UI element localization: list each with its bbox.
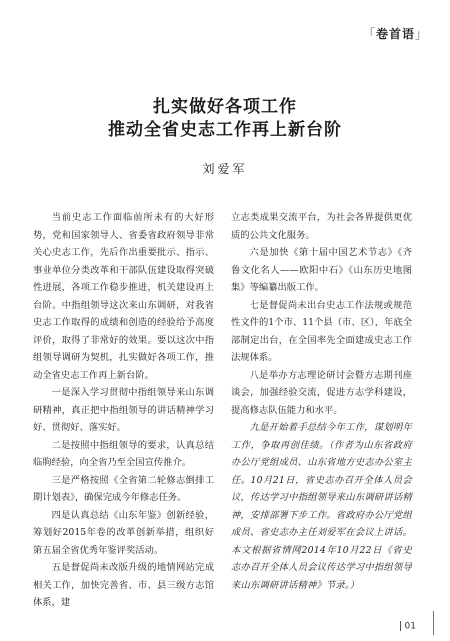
title-line-1: 扎实做好各项工作 (153, 97, 297, 117)
column-bracket-close: 」 (414, 27, 428, 41)
column-bracket-open: 「 (362, 27, 376, 41)
paragraph: 三是严格按照《全省第二轮修志倒排工期计划表》，确保完成今年修志任务。 (33, 474, 214, 503)
footer-divider (400, 621, 401, 631)
article-title (0, 96, 450, 142)
author-name: 刘爱军 (202, 162, 248, 176)
page-edge-line (433, 611, 434, 635)
paragraph: 六是加快《第十届中国艺术节志》《齐鲁文化名人——欧阳中石》《山东历史地图集》等编纂出版工作。 (231, 247, 412, 293)
paragraph-with-note: 九是开始着手总结今年工作，谋划明年工作，争取再创佳绩。（作者为山东省政府办公厅党组成员、山东省地方史志办公室主任。10月21日，省史志办召开全体人员会议，传达学习中指组领导来山东调研讲话精神，安排部署下步工作。省政府办公厅党组成员、省史志办主任刘爱军在会议上讲话。本文根据省情网2014年10月22日《省史志办召开全体人员会议传达学习中指组领导来山东调研讲话精神》节录。） (231, 422, 412, 591)
paragraph: 一是深入学习贯彻中指组领导来山东调研精神，真正把中指组领导的讲话精神学习好、贯彻好、落实好。 (33, 387, 214, 433)
paragraph: 四是认真总结《山东年鉴》创新经验，筹划好2015年卷的改革创新举措，组织好第五届全省优秀年鉴评奖活动。 (33, 509, 214, 556)
paragraph-continued: 立志类成果交流平台，为社会各界提供更优质的公共文化服务。 (231, 212, 412, 241)
column-name: 卷首语 (375, 27, 415, 41)
paragraph: 当前史志工作面临前所未有的大好形势，党和国家领导人、省委省政府领导非常关心史志工作，先后作出重要批示、指示、事业单位分类改革和干部队伍建设取得突破性进展，各项工作稳步推进，机关建设再上台阶。中指组领导这次来山东调研，对我省史志工作取得的成绩和创造的经验给予高度评价，取得了非常好的效果。要以这次中指组领导调研为契机，扎实做好各项工作，推动全省史志工作再上新台阶。 (33, 212, 214, 381)
paragraph: 七是督促尚未出台史志工作法规或规范性文件的1个市、11个县（市、区），年底全部制定出台，在全国率先全面建成史志工作法规体系。 (231, 299, 412, 363)
paragraph: 八是举办方志理论研讨会暨方志期刊座谈会，加强经验交流，促进方志学科建设，提高修志队伍能力和水平。 (231, 369, 412, 416)
body-column-right (231, 209, 412, 594)
paragraph: 二是按照中指组领导的要求，认真总结临朐经验，向全省乃至全国宣传推介。 (33, 439, 214, 468)
column-tag (363, 25, 428, 42)
page-footer (396, 621, 416, 632)
body-column-left (33, 209, 214, 612)
title-line-2: 推动全省史志工作再上新台阶 (108, 120, 342, 140)
paragraph: 五是督促尚未改版升级的地情网站完成相关工作，加快完善省、市、县三级方志馆体系，建 (33, 562, 214, 608)
page-number: 01 (404, 621, 416, 631)
